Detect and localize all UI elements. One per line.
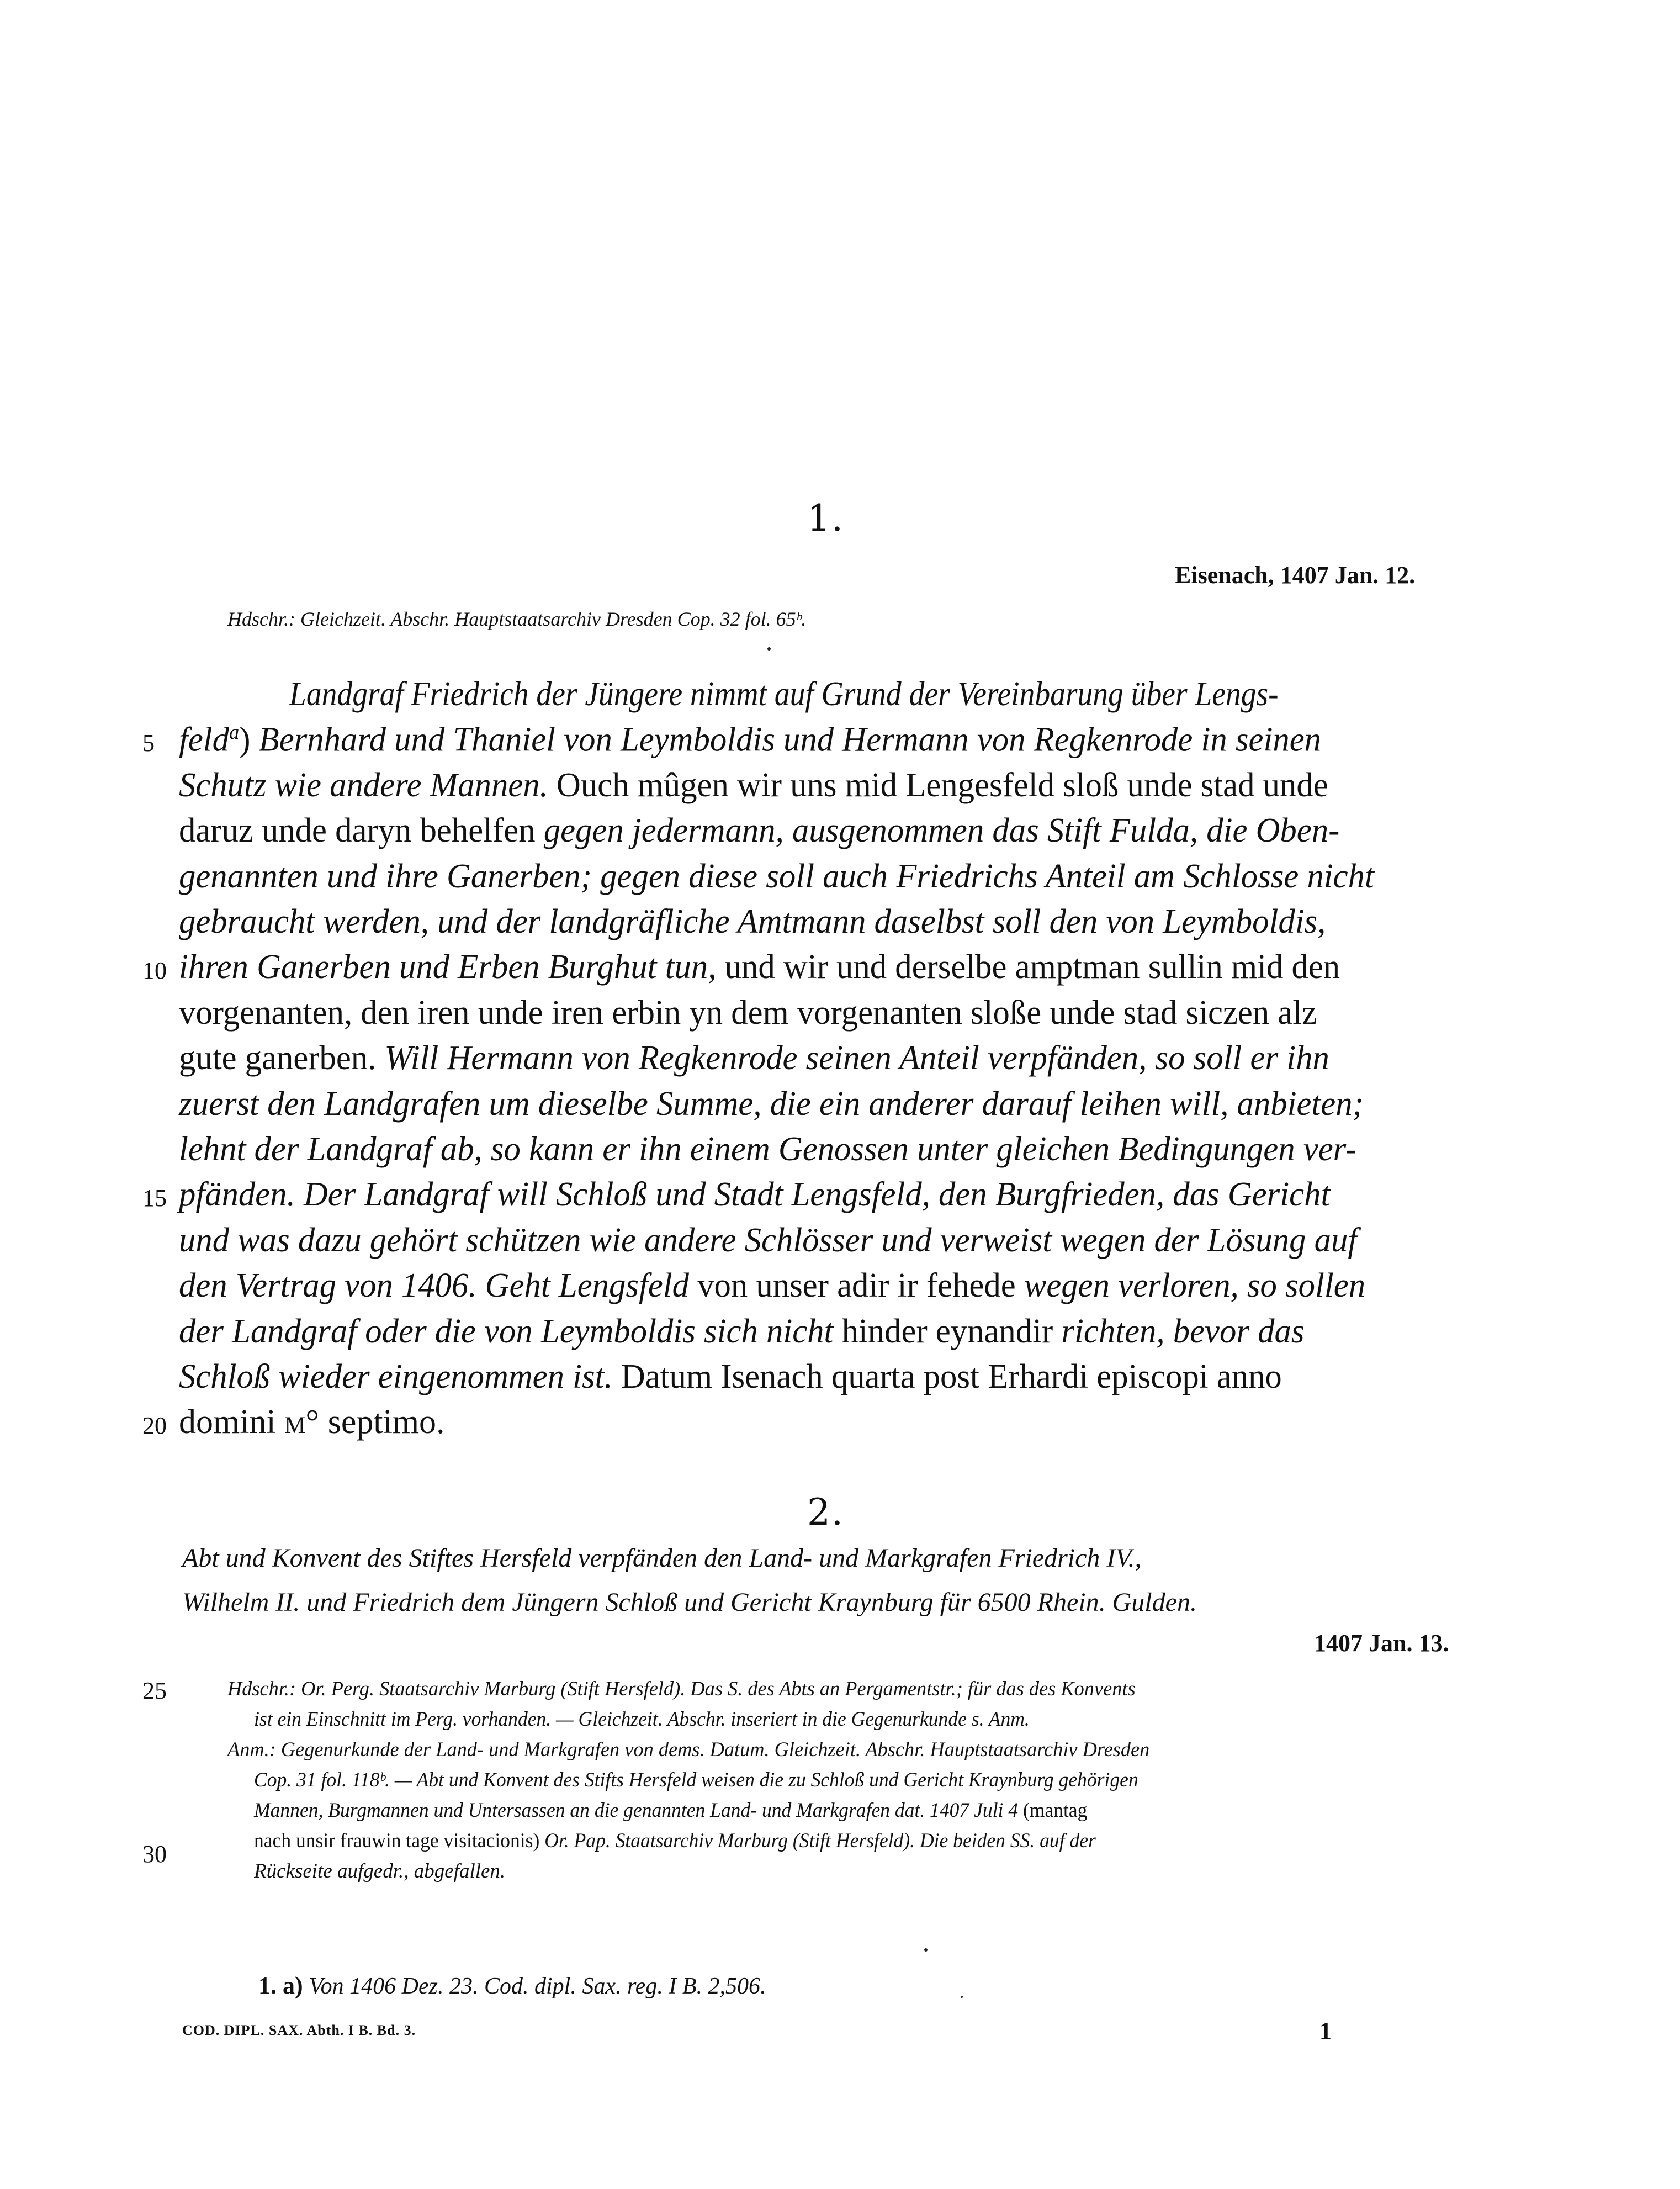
italic-segment: wegen verloren, so sollen [1024,1267,1366,1305]
roman-segment: (mantag [1018,1799,1088,1822]
text-line [179,1177,1476,1212]
italic-segment: und was dazu gehört schützen wie andere Schlösser und verweist wegen der Lösung auf [179,1221,1358,1259]
italic-segment: gegen jedermann, ausgenommen das Stift Fulda, die Oben- [543,812,1340,850]
italic-segment: lehnt der Landgraf ab, so kann er ihn einem Genossen unter gleichen Bedingungen ver- [179,1130,1357,1168]
text-line [179,1314,1476,1349]
note-line [254,1831,1474,1851]
text-line [289,677,1476,711]
line-number: 30 [142,1841,167,1868]
roman-segment: gute ganerben. [179,1039,385,1077]
italic-segment: ist ein Einschnitt im Perg. vorhanden. — Gleichzeit. Abschr. inseriert in die Gegenurkunde s. Anm. [254,1708,1030,1731]
roman-segment: m [284,1403,306,1441]
text-line [179,722,1476,757]
italic-segment: Mannen, Burgmannen und Untersassen an die genannten Land- und Markgrafen dat. 1407 Juli 4 [254,1799,1019,1822]
italic-segment: zuerst den Landgrafen um dieselbe Summe, die ein anderer darauf leihen will, anbieten; [179,1085,1364,1123]
roman-segment: Ouch mûgen wir uns mid Lengesfeld sloß unde stad unde [548,766,1328,804]
italic-segment: Rückseite aufgedr., abgefallen. [254,1860,506,1883]
note-line [254,1709,1474,1730]
text-line [179,905,1476,939]
footnote [258,1971,766,2000]
line-number: 25 [142,1677,167,1704]
text-line [179,1087,1476,1121]
place-date: Eisenach, 1407 Jan. 12. [1175,562,1416,589]
italic-segment: Will Hermann von Regkenrode seinen Anteil verpfänden, so soll er ihn [384,1039,1329,1077]
regest-heading-line: Abt und Konvent des Stiftes Hersfeld verpfänden den Land- und Markgrafen Friedrich IV., [182,1543,1142,1573]
italic-segment: den Vertrag von 1406. [179,1267,477,1305]
note-line [254,1861,1524,1881]
signature-mark: COD. DIPL. SAX. Abth. I B. Bd. 3. [182,2022,416,2038]
text-line [179,813,1476,848]
italic-segment: ihren Ganerben und Erben Burghut tun, [179,948,717,986]
text-line [179,1268,1476,1303]
text-line [179,1132,1476,1166]
line-number: 10 [142,957,167,984]
roman-segment [477,1267,485,1304]
italic-segment: pfänden. Der Landgraf will Schloß und Stadt Lengsfeld, den Burgfrieden, das Gericht [179,1176,1331,1214]
print-speck [961,1996,963,1998]
italic-segment: Schutz wie andere Mannen. [179,766,548,804]
text-line [179,993,1476,1032]
text-line [179,859,1476,893]
roman-segment: nach unsir frauwin tage visitacionis) [254,1830,545,1852]
line-number: 15 [142,1185,167,1212]
italic-segment: gebraucht werden, und der landgräfliche Amtmann daselbst soll den von Leymboldis, [179,903,1326,940]
roman-segment: daruz unde daryn behelfen [179,812,544,850]
roman-segment: und wir und derselbe amptman sullin mid den [716,948,1340,986]
print-speck [924,1948,928,1952]
italic-segment: richten, bevor das [1061,1312,1305,1350]
note-line [254,1800,1474,1821]
text-line [179,1405,1504,1439]
document-number: 2. [807,1491,844,1534]
italic-segment: Geht Lengsfeld [485,1267,690,1305]
italic-segment: feld [179,721,230,759]
italic-segment: Hdschr.: Or. Perg. Staatsarchiv Marburg (Stift Hersfeld). Das S. des Abts an Pergamentstr.; für das des Konvents [227,1678,1136,1700]
source-note: Hdschr.: Gleichzeit. Abschr. Hauptstaatsarchiv Dresden Cop. 32 fol. 65ᵇ. [227,608,807,630]
document-number: 1. [807,497,844,540]
italic-segment: Anm.: Gegenurkunde der Land- und Markgrafen von dems. Datum. Gleichzeit. Abschr. Hauptstaatsarchiv Dresden [227,1738,1150,1761]
line-number: 5 [142,729,155,757]
sheet-number: 1 [1319,2017,1332,2044]
roman-segment: domini [179,1403,285,1441]
text-line [179,1223,1476,1257]
note-line [254,1770,1474,1790]
footnote-label: 1. a) [258,1972,303,1999]
text-line [179,768,1476,802]
roman-segment: vorgenanten, den iren unde iren erbin yn dem vorgenanten sloße unde stad siczen alz [179,993,1317,1032]
regest-heading-line: Wilhelm II. und Friedrich dem Jüngern Schloß und Gericht Kraynburg für 6500 Rhein. Gulden. [182,1588,1197,1617]
roman-segment: ) [239,721,259,759]
document-date: 1407 Jan. 13. [1314,1630,1449,1657]
italic-segment: Cop. 31 fol. 118ᵇ. — Abt und Konvent des Stifts Hersfeld weisen die zu Schloß und Gericht Kraynburg gehörigen [254,1769,1138,1791]
roman-segment: von unser adir ir fehede [689,1267,1024,1305]
italic-segment: a [229,721,240,744]
italic-segment: Schloß wieder eingenommen ist. [179,1358,613,1395]
italic-segment: genannten und ihre Ganerben; gegen diese soll auch Friedrichs Anteil am Schlosse nicht [179,857,1374,895]
print-speck [767,647,771,651]
text-line [179,1041,1476,1075]
roman-segment: ° septimo. [305,1403,445,1441]
footnote-text: Von 1406 Dez. 23. Cod. dipl. Sax. reg. I B. 2,506. [309,1974,766,1999]
italic-segment: Bernhard und Thaniel von Leymboldis und Hermann von Regkenrode in seinen [258,721,1322,759]
line-number: 20 [142,1412,167,1439]
roman-segment: Datum Isenach quarta post Erhardi episcopi anno [612,1358,1282,1395]
text-line [179,1360,1476,1394]
note-line [227,1739,1474,1760]
italic-segment: der Landgraf oder die von Leymboldis sich nicht [179,1312,834,1350]
roman-segment: hinder eynandir [833,1312,1062,1350]
italic-segment: Or. Pap. Staatsarchiv Marburg (Stift Hersfeld). Die beiden SS. auf der [544,1830,1096,1852]
note-line [227,1679,1474,1699]
text-line [179,950,1476,984]
italic-segment: Landgraf Friedrich der Jüngere nimmt auf Grund der Vereinbarung über Lengs- [289,675,1279,713]
